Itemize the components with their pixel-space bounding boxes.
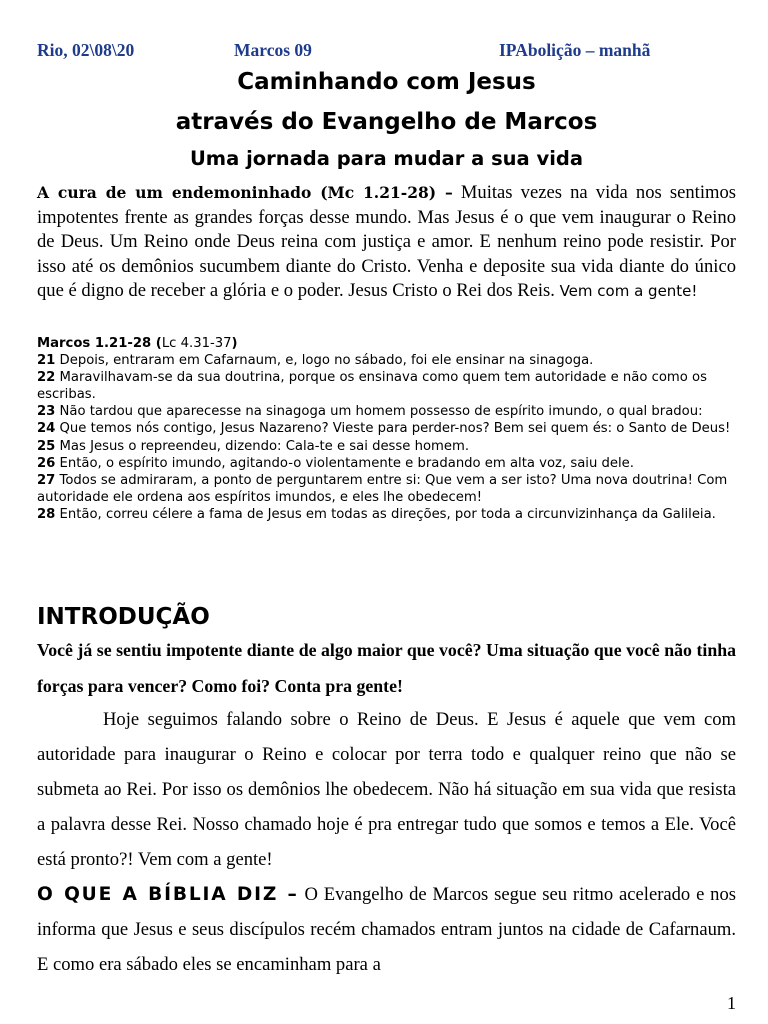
subtitle: Uma jornada para mudar a sua vida bbox=[189, 147, 584, 170]
title-line-1: Caminhando com Jesus bbox=[237, 69, 536, 95]
verse bbox=[37, 438, 736, 455]
verse bbox=[37, 369, 736, 403]
page-number: 1 bbox=[727, 993, 736, 1013]
verse-text: Depois, entraram em Cafarnaum, e, logo no sábado, foi ele ensinar na sinagoga. bbox=[55, 353, 594, 369]
title-line-2: através do Evangelho de Marcos bbox=[175, 109, 598, 135]
scripture-reference bbox=[37, 335, 736, 352]
verse-text: Então, o espírito imundo, agitando-o violentamente e bradando em alta voz, saiu dele. bbox=[55, 455, 634, 471]
header-date: Rio, 02\08\20 bbox=[37, 40, 135, 60]
verse-number: 25 bbox=[37, 438, 56, 454]
header-church: IPAbolição – manhã bbox=[499, 40, 651, 60]
scripture-passage bbox=[37, 335, 736, 523]
bible-section-body: O Evangelho de Marcos segue seu ritmo acelerado e nos informa que Jesus e seus discípulos recém chamados entram juntos na cidade de Cafarnaum. E como era sábado eles se encaminham para a bbox=[37, 884, 736, 975]
verse bbox=[37, 403, 736, 420]
intro-body: Hoje seguimos falando sobre o Reino de Deus. E Jesus é aquele que vem com autoridade para inaugurar o Reino e colocar por terra todo e qualquer reino que não se submeta ao Rei. Por isso os demônios lhe obedecem. Não há situação em sua vida que resista a palavra desse Rei. Nosso chamado hoje é pra entregar tudo que somos e temos a Ele. Você está pronto?! Vem com a gente! bbox=[37, 709, 736, 870]
verse-number: 28 bbox=[37, 506, 56, 522]
verse-text: Todos se admiraram, a ponto de perguntarem entre si: Que vem a ser isto? Uma nova doutrina! Com autoridade ele ordena aos espíritos imundos, e eles lhe obedecem! bbox=[37, 472, 728, 505]
page-header bbox=[37, 40, 736, 62]
intro-questions: Você já se sentiu impotente diante de algo maior que você? Uma situação que você não tinha forças para vencer? Como foi? Conta pra gente! bbox=[37, 640, 736, 696]
scripture-ref-parallel: Lc 4.31-37 bbox=[161, 336, 232, 351]
verse bbox=[37, 472, 736, 506]
verse-text: Não tardou que aparecesse na sinagoga um homem possesso de espírito imundo, o qual bradou: bbox=[55, 404, 703, 420]
verse-text: Então, correu célere a fama de Jesus em todas as direções, por toda a circunvizinhança da Galileia. bbox=[55, 506, 716, 522]
intro-heading: INTRODUÇÃO bbox=[37, 604, 210, 630]
verse bbox=[37, 420, 736, 437]
bible-section bbox=[37, 877, 736, 982]
verse-text: Que temos nós contigo, Jesus Nazareno? Vieste para perder-nos? Bem sei quem és: o Santo de Deus! bbox=[55, 421, 731, 437]
verse-number: 26 bbox=[37, 455, 56, 471]
verse-text: Mas Jesus o repreendeu, dizendo: Cala-te e sai desse homem. bbox=[55, 438, 470, 454]
header-series: Marcos 09 bbox=[234, 40, 312, 60]
bible-section-title: O QUE A BÍBLIA DIZ – bbox=[37, 884, 299, 905]
verse bbox=[37, 455, 736, 472]
verse-text: Maravilhavam-se da sua doutrina, porque os ensinava como quem tem autoridade e não como os escribas. bbox=[37, 370, 707, 403]
verse-number: 24 bbox=[37, 421, 56, 437]
lead-title: A cura de um endemoninhado (Mc 1.21-28) – bbox=[37, 183, 453, 202]
verse-number: 22 bbox=[37, 370, 56, 386]
verse-number: 27 bbox=[37, 472, 56, 488]
verse-number: 21 bbox=[37, 353, 56, 369]
lead-paragraph bbox=[37, 181, 736, 304]
verse bbox=[37, 352, 736, 369]
verse bbox=[37, 506, 736, 523]
lead-invite: Vem com a gente! bbox=[559, 282, 698, 301]
lead-body: Muitas vezes na vida nos sentimos impotentes frente as grandes forças desse mundo. Mas Jesus é o que vem inaugurar o Reino de Deus. Um Reino onde Deus reina com justiça e amor. E nenhum reino pode resistir. Por isso até os demônios sucumbem diante do Cristo. Venha e deposite sua vida diante do único que é digno de receber a glória e o poder. Jesus Cristo o Rei dos Reis. bbox=[37, 182, 737, 302]
scripture-ref-close: ) bbox=[231, 336, 238, 351]
verse-number: 23 bbox=[37, 404, 56, 420]
scripture-ref-bold: Marcos 1.21-28 ( bbox=[37, 336, 162, 351]
